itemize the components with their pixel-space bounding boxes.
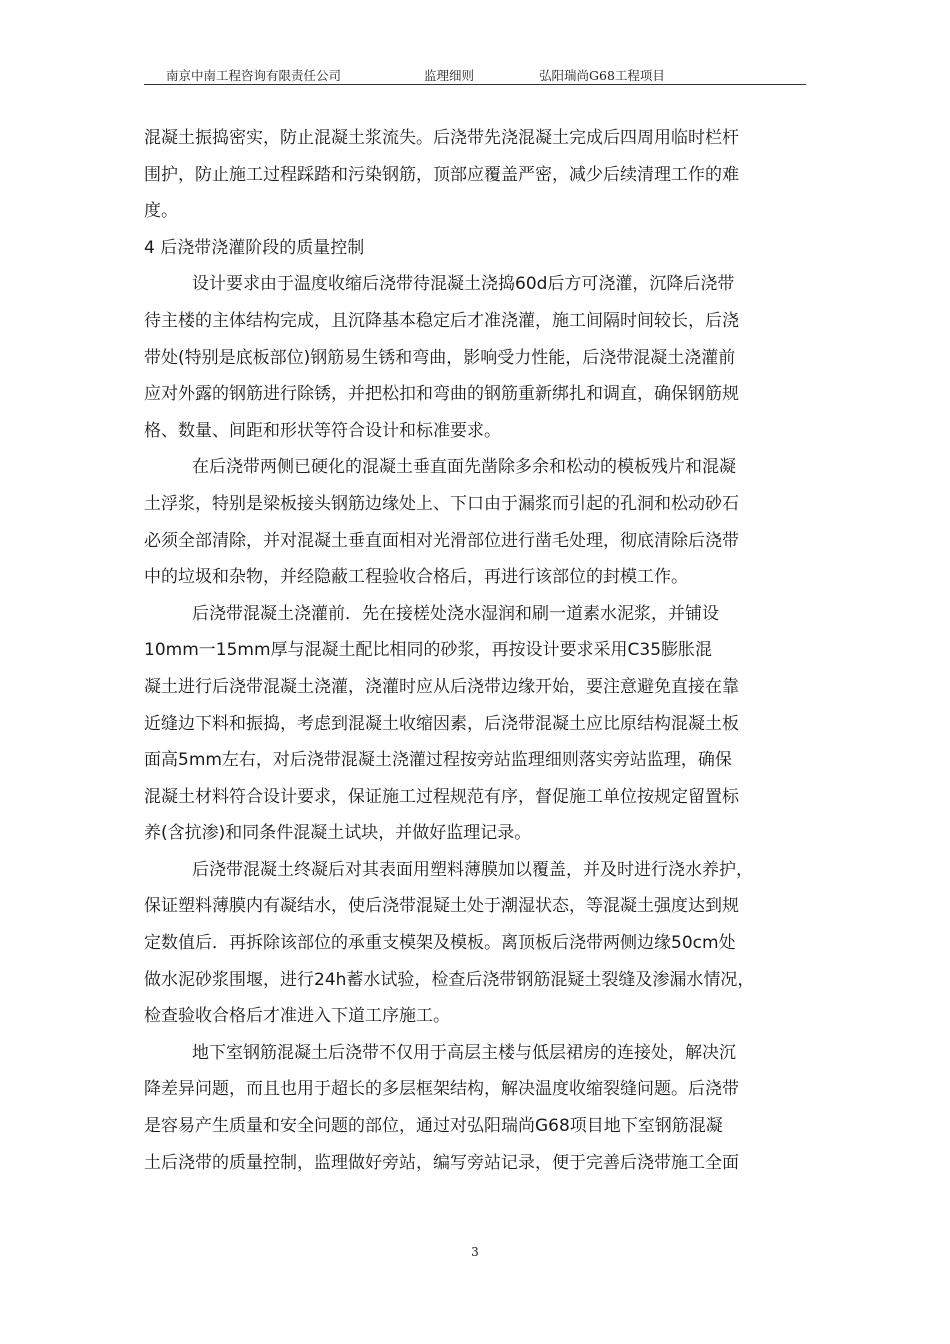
text-line: 带处(特别是底板部位)钢筋易生锈和弯曲，影响受力性能，后浇带混凝土浇灌前	[144, 347, 736, 368]
text-line: 土后浇带的质量控制，监理做好旁站，编写旁站记录，便于完善后浇带施工全面	[144, 1152, 739, 1173]
text-line: 设计要求由于温度收缩后浇带待混凝土浇捣60d后方可浇灌，沉降后浇带	[192, 274, 735, 295]
header-doc-type: 监理细则	[424, 68, 475, 83]
text-line: 后浇带混凝土终凝后对其表面用塑料薄膜加以覆盖，并及时进行浇水养护，	[192, 859, 753, 880]
text-line: 应对外露的钢筋进行除锈，并把松扣和弯曲的钢筋重新绑扎和调直，确保钢筋规	[144, 384, 739, 405]
text-line: 中的垃圾和杂物，并经隐蔽工程验收合格后，再进行该部位的封模工作。	[144, 567, 688, 588]
text-line: 10mm一15mm厚与混凝土配比相同的砂浆，再按设计要求采用C35膨胀混	[144, 640, 713, 661]
text-line: 面高5mm左右，对后浇带混凝土浇灌过程按旁站监理细则落实旁站监理，确保	[144, 750, 732, 771]
header-rule	[144, 84, 806, 85]
text-line: 在后浇带两侧已硬化的混凝土垂直面先凿除多余和松动的模板残片和混凝	[192, 457, 736, 478]
text-line: 保证塑料薄膜内有凝结水，使后浇带混疑土处于潮湿状态，等混凝土强度达到规	[144, 896, 739, 917]
page-header	[144, 66, 806, 84]
page-number: 3	[471, 1245, 479, 1259]
text-line: 格、数量、间距和形状等符合设计和标准要求。	[144, 420, 501, 441]
header-company: 南京中南工程咨询有限责任公司	[166, 68, 342, 83]
text-line: 度。	[144, 201, 178, 222]
text-line: 土浮浆，特别是梁板接头钢筋边缘处上、下口由于漏浆而引起的孔洞和松动砂石	[144, 493, 739, 514]
text-line: 混凝土材料符合设计要求，保证施工过程规范有序，督促施工单位按规定留置标	[144, 786, 739, 807]
text-line: 近缝边下料和振捣，考虑到混凝土收缩因素，后浇带混凝土应比原结构混凝土板	[144, 713, 739, 734]
text-line: 地下室钢筋混凝土后浇带不仅用于高层主楼与低层裙房的连接处，解决沉	[192, 1042, 736, 1063]
text-line: 混凝土振捣密实，防止混凝土浆流失。后浇带先浇混凝土完成后四周用临时栏杆	[144, 128, 739, 148]
text-line: 待主楼的主体结构完成，且沉降基本稳定后才准浇灌，施工间隔时间较长，后浇	[144, 310, 739, 331]
body-text	[144, 120, 816, 1181]
text-line: 做水泥砂浆围堰，进行24h蓄水试验，检查后浇带钢筋混疑土裂缝及渗漏水情况，	[144, 969, 755, 990]
text-line: 降差异问题，而且也用于超长的多层框架结构，解决温度收缩裂缝问题。后浇带	[144, 1079, 739, 1100]
text-line: 定数值后．再拆除该部位的承重支模架及模板。离顶板后浇带两侧边缘50cm处	[144, 933, 736, 954]
text-line: 养(含抗渗)和同条件混凝土试块，并做好监理记录。	[144, 823, 532, 844]
text-line: 检查验收合格后才准进入下道工序施工。	[144, 1006, 450, 1027]
section-heading: 4 后浇带浇灌阶段的质量控制	[144, 237, 365, 258]
text-line: 凝土进行后浇带混凝土浇灌，浇灌时应从后浇带边缘开始，要注意避免直接在靠	[144, 676, 739, 697]
header-project: 弘阳瑞尚G68工程项目	[539, 68, 665, 83]
text-line: 必须全部清除，并对混凝土垂直面相对光滑部位进行凿毛处理，彻底清除后浇带	[144, 530, 739, 551]
text-line: 围护，防止施工过程踩踏和污染钢筋，顶部应覆盖严密，减少后续清理工作的难	[144, 164, 739, 185]
text-line: 后浇带混凝土浇灌前．先在接槎处浇水湿润和刷一道素水泥浆，并铺设	[192, 603, 719, 624]
text-line: 是容易产生质量和安全问题的部位，通过对弘阳瑞尚G68项目地下室钢筋混凝	[144, 1116, 723, 1137]
